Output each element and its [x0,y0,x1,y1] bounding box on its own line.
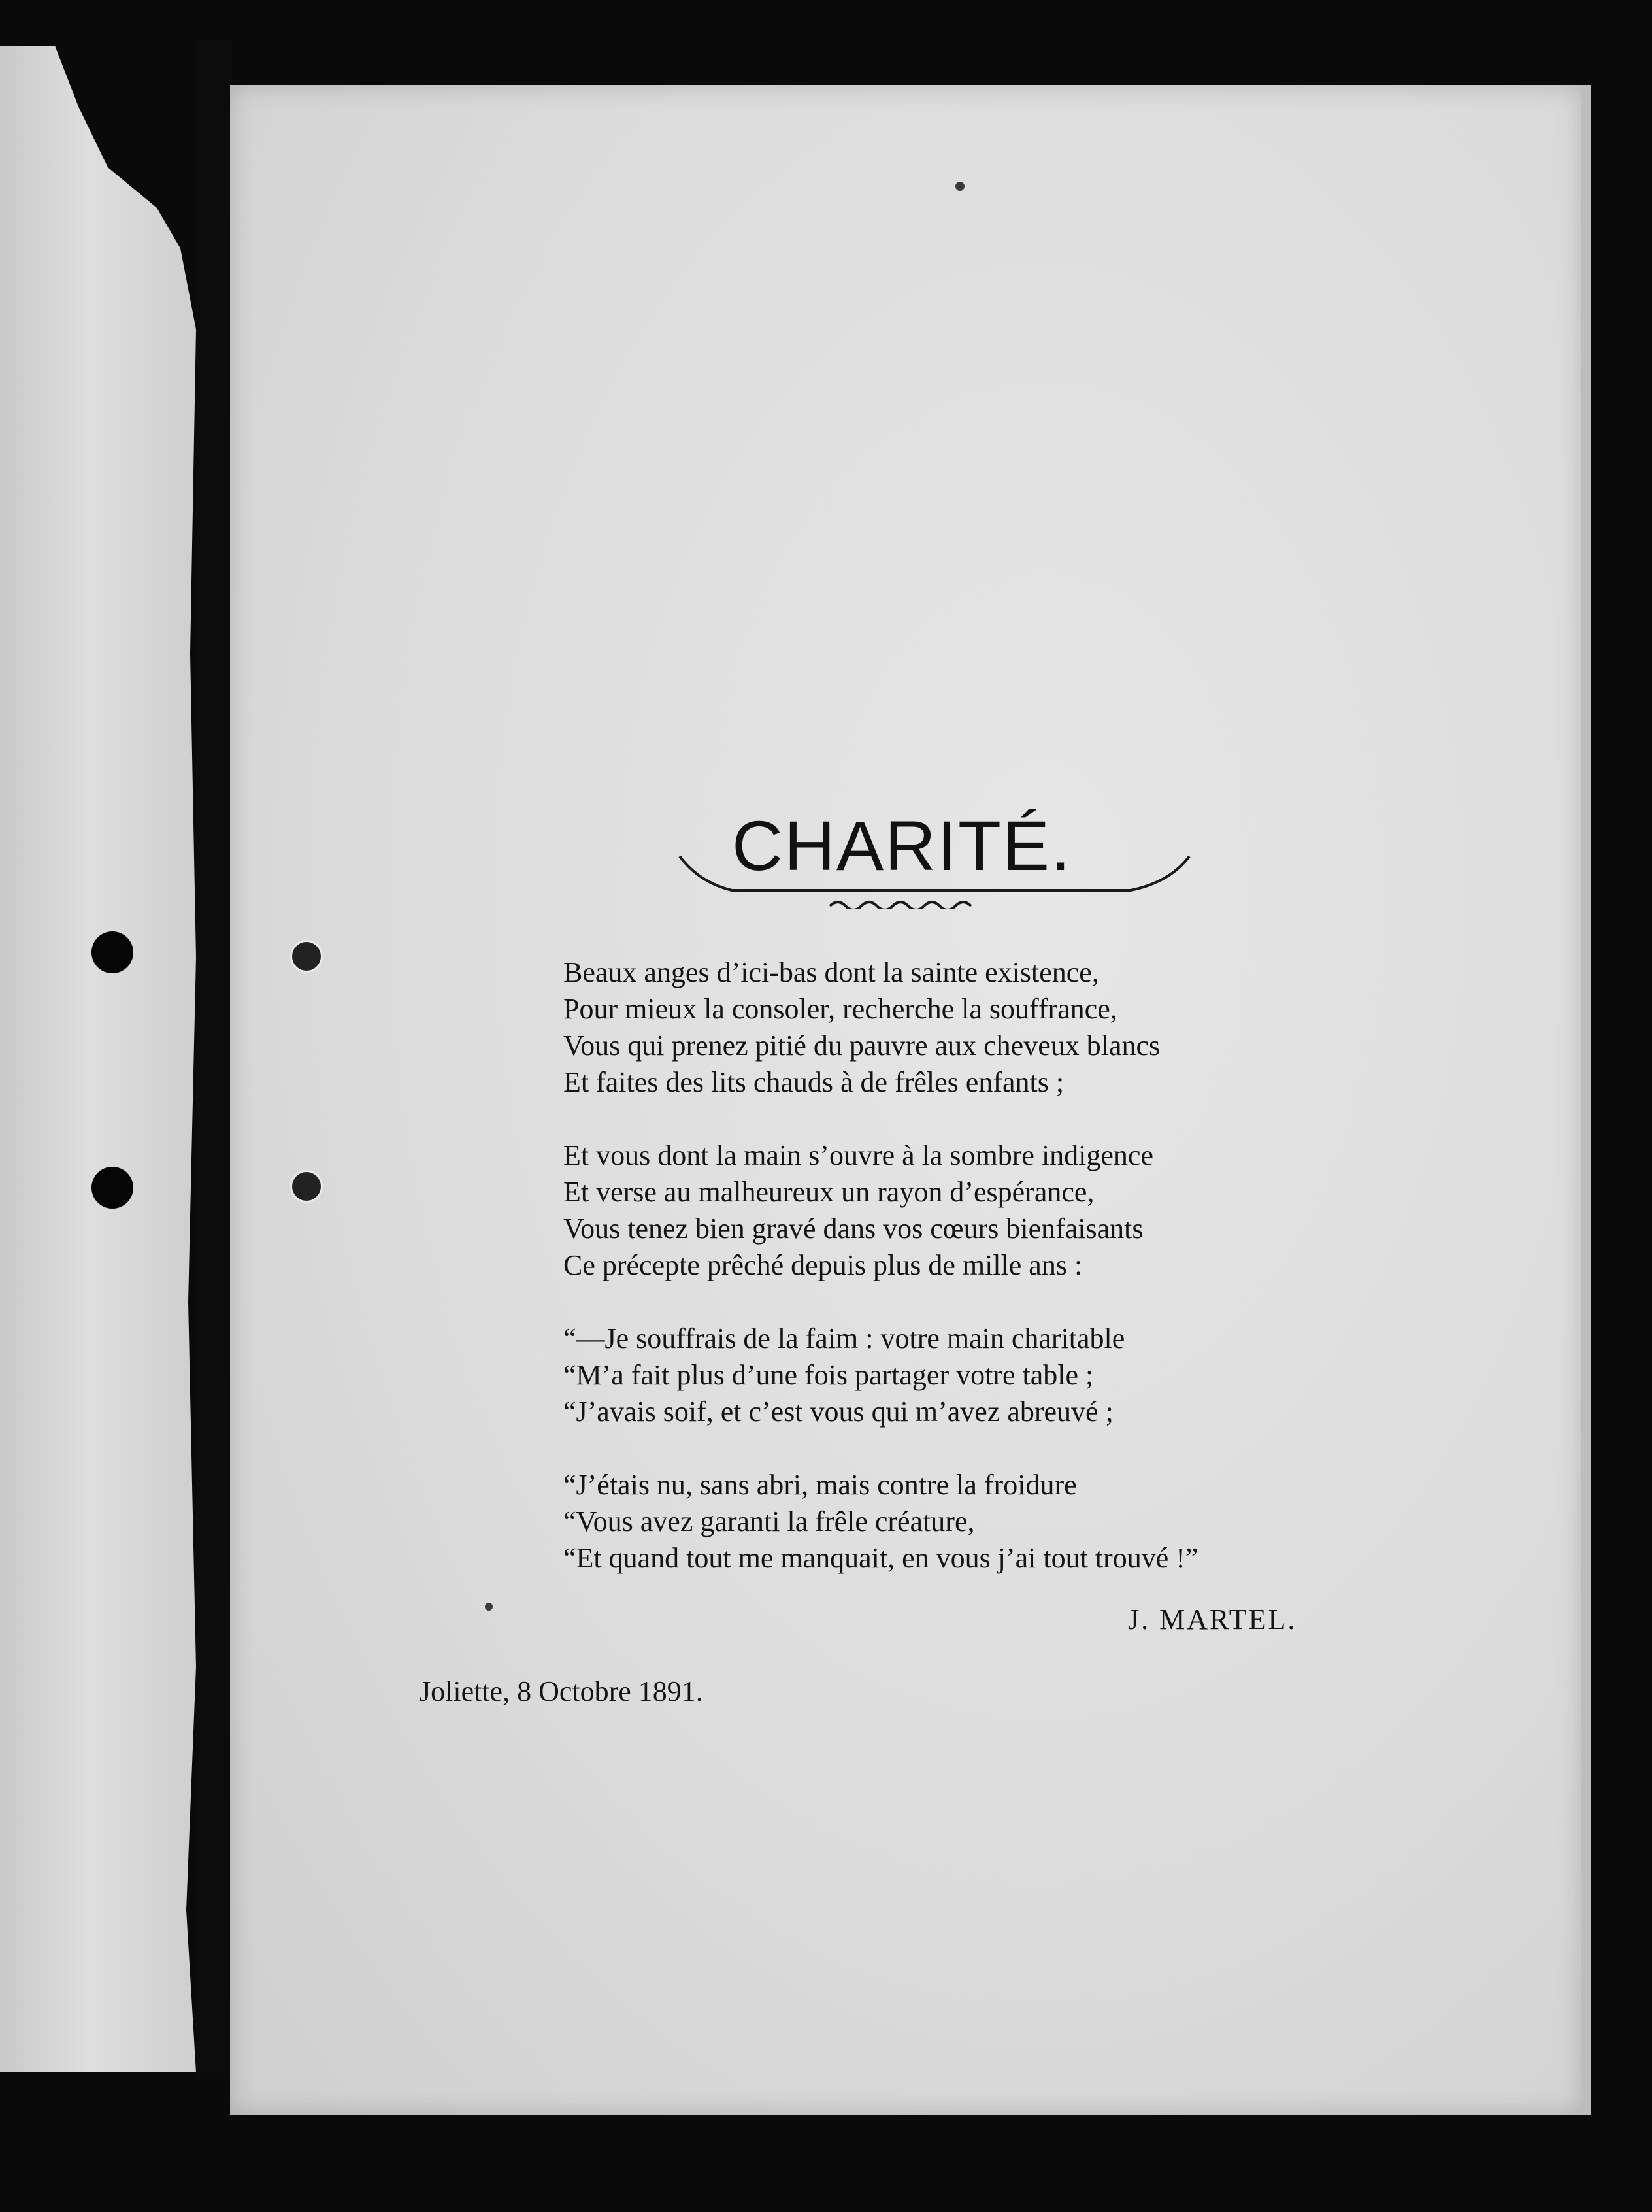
poem-line: “J’étais nu, sans abri, mais contre la froidure [563,1469,1077,1501]
poem-line: Pour mieux la consoler, recherche la souffrance, [563,993,1117,1025]
poem-title: CHARITÉ. [732,806,1072,885]
page-edge [1581,85,1591,2115]
poem-line: Ce précepte prêché depuis plus de mille ans : [563,1249,1083,1281]
poem-stanza [563,1320,1413,1430]
punch-hole [290,1170,323,1203]
poem-line: Et faites des lits chauds à de frêles enfants ; [563,1066,1065,1098]
poem-line: Et vous dont la main s’ouvre à la sombre indigence [563,1139,1153,1171]
poem-author: J. MARTEL. [1128,1603,1297,1635]
punch-hole [290,940,323,973]
poem-line: “M’a fait plus d’une fois partager votre table ; [563,1359,1094,1391]
poem-line: “Et quand tout me manquait, en vous j’ai tout trouvé !” [563,1542,1198,1574]
poem-dateline: Joliette, 8 Octobre 1891. [420,1675,703,1707]
poem-line: Beaux anges d’ici-bas dont la sainte existence, [563,956,1099,988]
binding-hole [91,931,133,973]
poem-line: “Vous avez garanti la frêle créature, [563,1505,975,1537]
poem-body [563,954,1413,1577]
poem-line: “—Je souffrais de la faim : votre main charitable [563,1322,1125,1354]
facing-page-edge [0,46,196,2072]
binding-hole [91,1167,133,1209]
paper-speck [485,1603,493,1611]
poem-line: “J’avais soif, et c’est vous qui m’avez abreuvé ; [563,1396,1114,1428]
book-spine [196,39,232,2079]
poem-title-block [673,806,1196,909]
paper-speck [955,182,965,191]
poem-stanza [563,1137,1413,1284]
poem-line: Et verse au malheureux un rayon d’espérance, [563,1176,1095,1208]
poem-stanza [563,954,1413,1101]
poem-stanza [563,1467,1413,1577]
poem-line: Vous tenez bien gravé dans vos cœurs bienfaisants [563,1213,1144,1245]
poem-line: Vous qui prenez pitié du pauvre aux cheveux blancs [563,1030,1161,1062]
